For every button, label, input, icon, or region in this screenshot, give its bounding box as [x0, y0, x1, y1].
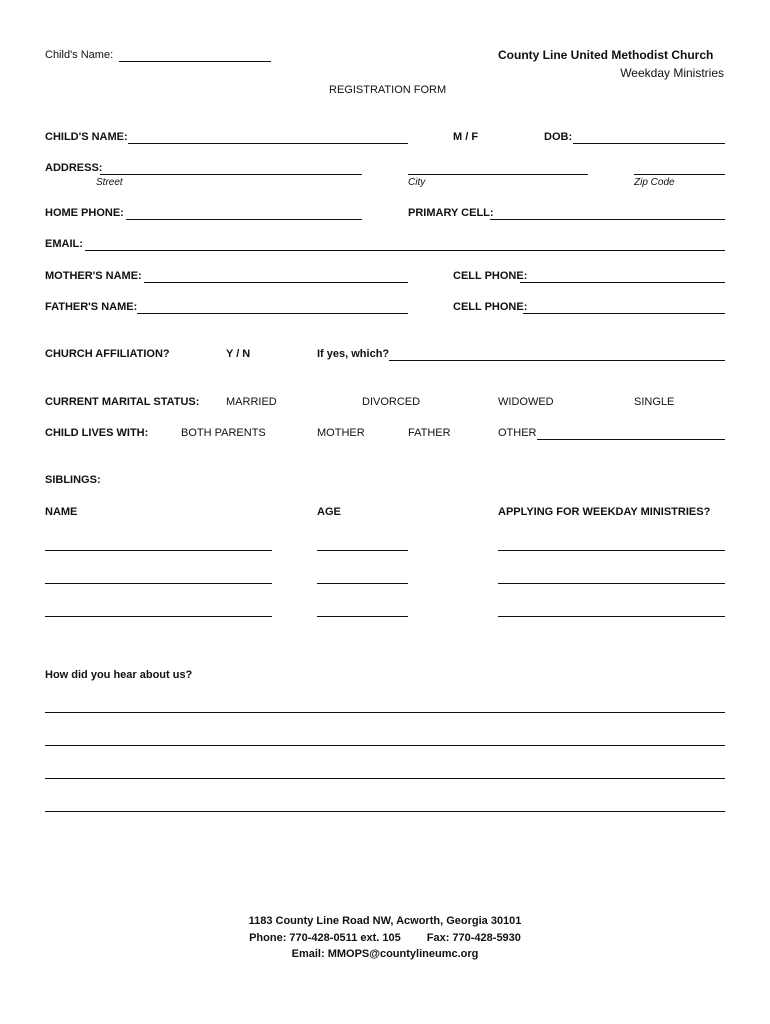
city-field[interactable]	[408, 174, 588, 175]
marital-option-married[interactable]: MARRIED	[226, 396, 277, 408]
home-phone-label: HOME PHONE:	[45, 207, 124, 219]
hear-about-line[interactable]	[45, 778, 725, 779]
mothers-name-label: MOTHER'S NAME:	[45, 270, 142, 282]
primary-cell-label: PRIMARY CELL:	[408, 207, 494, 219]
marital-option-divorced[interactable]: DIVORCED	[362, 396, 421, 408]
form-title: REGISTRATION FORM	[329, 84, 447, 96]
dob-label: DOB:	[544, 131, 573, 143]
street-caption: Street	[96, 177, 123, 188]
hear-about-line[interactable]	[45, 811, 725, 812]
sibling-name-header: NAME	[45, 506, 78, 518]
marital-option-widowed[interactable]: WIDOWED	[498, 396, 554, 408]
sibling-age-field[interactable]	[317, 550, 408, 551]
sibling-applying-field[interactable]	[498, 583, 725, 584]
address-label: ADDRESS:	[45, 162, 103, 174]
primary-cell-field[interactable]	[490, 219, 725, 220]
gender-label[interactable]: M / F	[453, 131, 479, 143]
street-field[interactable]	[100, 174, 362, 175]
email-label: EMAIL:	[45, 238, 83, 250]
church-yn-option[interactable]: Y / N	[226, 348, 251, 360]
hear-about-line[interactable]	[45, 712, 725, 713]
lives-with-other[interactable]: OTHER	[498, 427, 537, 439]
mothers-name-field[interactable]	[144, 282, 408, 283]
marital-option-single[interactable]: SINGLE	[634, 396, 675, 408]
mother-cell-field[interactable]	[520, 282, 725, 283]
church-name: County Line United Methodist Church	[498, 48, 714, 62]
dob-field[interactable]	[573, 143, 725, 144]
sibling-age-field[interactable]	[317, 616, 408, 617]
marital-status-label: CURRENT MARITAL STATUS:	[45, 396, 200, 408]
footer-address: 1183 County Line Road NW, Acworth, Georgia 30101	[248, 915, 522, 927]
church-affiliation-label: CHURCH AFFILIATION?	[45, 348, 170, 360]
childs-name-label: CHILD'S NAME:	[45, 131, 128, 143]
lives-with-other-field[interactable]	[537, 439, 725, 440]
sibling-name-field[interactable]	[45, 550, 272, 551]
fathers-name-field[interactable]	[137, 313, 408, 314]
home-phone-field[interactable]	[126, 219, 362, 220]
footer-phone-fax	[0, 930, 770, 947]
siblings-label: SIBLINGS:	[45, 474, 101, 486]
hear-about-label: How did you hear about us?	[45, 669, 193, 681]
if-yes-label: If yes, which?	[317, 348, 390, 360]
childs-name-top-field[interactable]	[119, 61, 271, 62]
sibling-age-header: AGE	[317, 506, 341, 518]
sibling-applying-field[interactable]	[498, 550, 725, 551]
father-cell-label: CELL PHONE:	[453, 301, 528, 313]
lives-with-label: CHILD LIVES WITH:	[45, 427, 149, 439]
email-field[interactable]	[85, 250, 725, 251]
footer	[0, 913, 770, 963]
mother-cell-label: CELL PHONE:	[453, 270, 528, 282]
sibling-age-field[interactable]	[317, 583, 408, 584]
childs-name-top-label: Child's Name:	[45, 49, 114, 61]
lives-with-both-parents[interactable]: BOTH PARENTS	[181, 427, 266, 439]
sibling-applying-field[interactable]	[498, 616, 725, 617]
zip-caption: Zip Code	[634, 177, 675, 188]
footer-fax: Fax: 770-428-5930	[426, 931, 521, 944]
fathers-name-label: FATHER'S NAME:	[45, 301, 138, 313]
sibling-name-field[interactable]	[45, 583, 272, 584]
lives-with-father[interactable]: FATHER	[408, 427, 451, 439]
father-cell-field[interactable]	[523, 313, 725, 314]
city-caption: City	[408, 177, 426, 188]
lives-with-mother[interactable]: MOTHER	[317, 427, 365, 439]
sibling-applying-header: APPLYING FOR WEEKDAY MINISTRIES?	[498, 506, 711, 518]
ministry-name: Weekday Ministries	[620, 66, 724, 80]
hear-about-line[interactable]	[45, 745, 725, 746]
childs-name-field[interactable]	[128, 143, 408, 144]
zip-field[interactable]	[634, 174, 725, 175]
which-church-field[interactable]	[389, 360, 725, 361]
footer-phone: Phone: 770-428-0511 ext. 105	[249, 931, 401, 944]
sibling-name-field[interactable]	[45, 616, 272, 617]
footer-email: Email: MMOPS@countylineumc.org	[291, 948, 479, 960]
